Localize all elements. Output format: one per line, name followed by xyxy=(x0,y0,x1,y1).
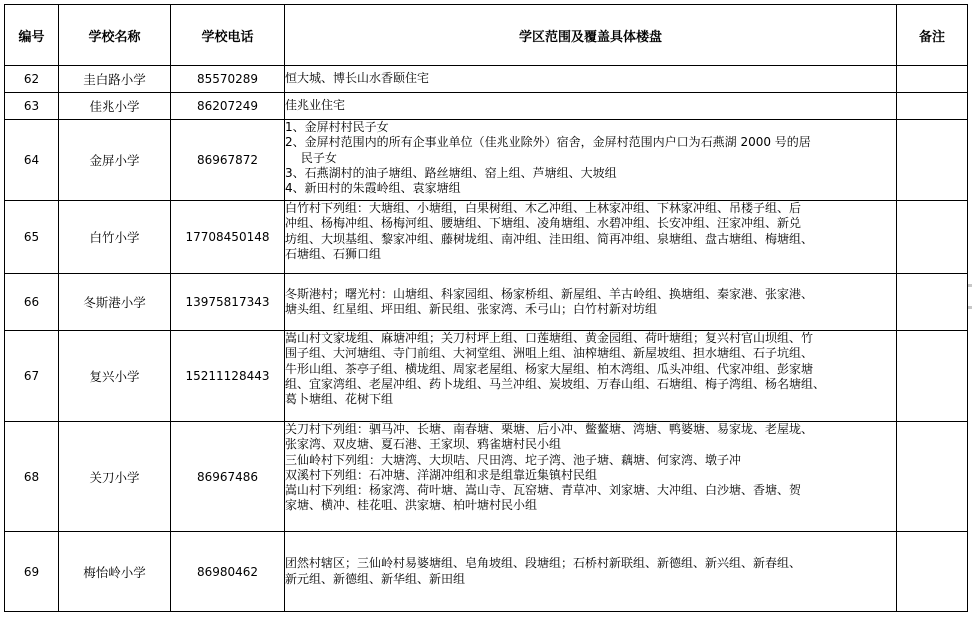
school-name: 金屏小学 xyxy=(59,120,171,201)
school-name: 冬斯港小学 xyxy=(59,274,171,331)
row-no: 63 xyxy=(5,93,59,120)
table-row xyxy=(5,93,968,120)
area-line: 2、金屏村范围内的所有企事业单位（佳兆业除外）宿舍，金屏村范围内户口为石燕湖 2000 号的居 xyxy=(285,135,811,150)
remark-cell xyxy=(897,422,968,532)
page-edge-marker xyxy=(968,284,972,287)
table-row xyxy=(5,274,968,331)
school-phone: 17708450148 xyxy=(171,201,285,274)
school-name: 梅怡岭小学 xyxy=(59,532,171,612)
area-line: 葛卜塘组、花树下组 xyxy=(285,392,394,407)
header-school-phone: 学校电话 xyxy=(171,5,285,66)
remark-cell xyxy=(897,274,968,331)
district-area xyxy=(285,120,897,201)
area-line: 1、金屏村村民子女 xyxy=(285,120,389,134)
table-row xyxy=(5,331,968,422)
remark-cell xyxy=(897,331,968,422)
school-phone: 15211128443 xyxy=(171,331,285,422)
school-district-table xyxy=(4,4,968,612)
area-line: 嵩山村文家垅组、麻塘冲组；关刀村坪上组、口莲塘组、黄金园组、荷叶塘组；复兴村官山坝组、竹 xyxy=(285,331,814,345)
district-area xyxy=(285,422,897,532)
area-line: 嵩山村下列组：杨家湾、荷叶塘、嵩山寺、瓦窑塘、青草冲、刘家塘、大冲组、白沙塘、香塘、贺 xyxy=(285,483,802,498)
area-line: 冲组、杨梅冲组、杨梅河组、腰塘组、下塘组、凌角塘组、水碧冲组、长安冲组、汪家冲组、新兑 xyxy=(285,216,802,231)
area-line: 3、石燕湖村的油子塘组、路丝塘组、窑上组、芦塘组、大坡组 xyxy=(285,165,617,180)
area-line: 关刀村下列组：驷马冲、长塘、南春塘、栗塘、后小冲、鳖鳌塘、湾塘、鸭婆塘、易家垅、老屋垅、 xyxy=(285,422,814,436)
school-name: 复兴小学 xyxy=(59,331,171,422)
area-line: 冬斯港村；曙光村：山塘组、科家园组、杨家桥组、新屋组、羊古岭组、换塘组、秦家港、张家港、 xyxy=(285,286,814,301)
area-line: 张家湾、双皮塘、夏石港、王家坝、鸦雀塘村民小组 xyxy=(285,437,562,452)
school-phone: 85570289 xyxy=(171,66,285,93)
school-phone: 86207249 xyxy=(171,93,285,120)
district-area xyxy=(285,66,897,93)
row-no: 65 xyxy=(5,201,59,274)
remark-cell xyxy=(897,532,968,612)
row-no: 67 xyxy=(5,331,59,422)
row-no: 69 xyxy=(5,532,59,612)
school-phone: 86980462 xyxy=(171,532,285,612)
district-area xyxy=(285,532,897,612)
area-line: 石塘组、石狮口组 xyxy=(285,246,382,261)
school-phone: 86967486 xyxy=(171,422,285,532)
header-row xyxy=(5,5,968,66)
school-name: 关刀小学 xyxy=(59,422,171,532)
table-row xyxy=(5,532,968,612)
area-line: 4、新田村的朱霞岭组、袁家塘组 xyxy=(285,181,461,196)
area-line: 团然村辖区；三仙岭村易婆塘组、皂角坡组、段塘组；石桥村新联组、新德组、新兴组、新春组、 xyxy=(285,556,802,571)
row-no: 68 xyxy=(5,422,59,532)
school-name: 圭白路小学 xyxy=(59,66,171,93)
row-no: 66 xyxy=(5,274,59,331)
area-line: 三仙岭村下列组：大塘湾、大坝咭、尺田湾、坨子湾、池子塘、藕塘、何家湾、墩子冲 xyxy=(285,452,742,467)
district-area xyxy=(285,93,897,120)
area-line: 组、宜家湾组、老屋冲组、药卜垅组、马兰冲组、炭坡组、万春山组、石塘组、梅子湾组、杨名塘组、 xyxy=(285,376,826,391)
header-district-area: 学区范围及覆盖具体楼盘 xyxy=(285,5,897,66)
district-area xyxy=(285,274,897,331)
remark-cell xyxy=(897,66,968,93)
remark-cell xyxy=(897,201,968,274)
header-no: 编号 xyxy=(5,5,59,66)
table-row xyxy=(5,422,968,532)
area-line: 坊组、大坝基组、黎家冲组、藤树垅组、南冲组、洼田组、简再冲组、泉塘组、盘古塘组、梅塘组、 xyxy=(285,231,814,246)
table-row xyxy=(5,120,968,201)
header-school-name: 学校名称 xyxy=(59,5,171,66)
row-no: 62 xyxy=(5,66,59,93)
school-phone: 86967872 xyxy=(171,120,285,201)
area-line: 牛形山组、茶亭子组、横垅组、周家老屋组、杨家大屋组、柏木湾组、瓜头冲组、代家冲组、彭家塘 xyxy=(285,361,814,376)
area-line: 新元组、新德组、新华组、新田组 xyxy=(285,571,466,586)
area-line: 双溪村下列组：石冲塘、洋湖冲组和求是组靠近集镇村民组 xyxy=(285,467,598,482)
area-line: 家塘、横冲、桂花咀、洪家塘、柏叶塘村民小组 xyxy=(285,498,538,513)
area-line: 塘头组、红星组、坪田组、新民组、张家湾、禾弓山；白竹村新对坊组 xyxy=(285,302,658,316)
area-line: 恒大城、博长山水香颐住宅 xyxy=(285,71,430,86)
area-line: 佳兆业住宅 xyxy=(285,98,346,113)
table-row xyxy=(5,66,968,93)
remark-cell xyxy=(897,93,968,120)
area-line: 白竹村下列组：大塘组、小塘组，白果树组、木乙冲组、上林家冲组、下林家冲组、吊楼子组、后 xyxy=(285,201,802,215)
school-name: 佳兆小学 xyxy=(59,93,171,120)
remark-cell xyxy=(897,120,968,201)
page-edge-marker xyxy=(968,306,972,309)
header-remark: 备注 xyxy=(897,5,968,66)
area-line: 民子女 xyxy=(285,150,337,165)
row-no: 64 xyxy=(5,120,59,201)
district-area xyxy=(285,331,897,422)
school-phone: 13975817343 xyxy=(171,274,285,331)
area-line: 围子组、大河塘组、寺门前组、大祠堂组、洲咀上组、油榨塘组、新屋坡组、担水塘组、石子坑组、 xyxy=(285,346,814,361)
school-name: 白竹小学 xyxy=(59,201,171,274)
table-row xyxy=(5,201,968,274)
district-area xyxy=(285,201,897,274)
